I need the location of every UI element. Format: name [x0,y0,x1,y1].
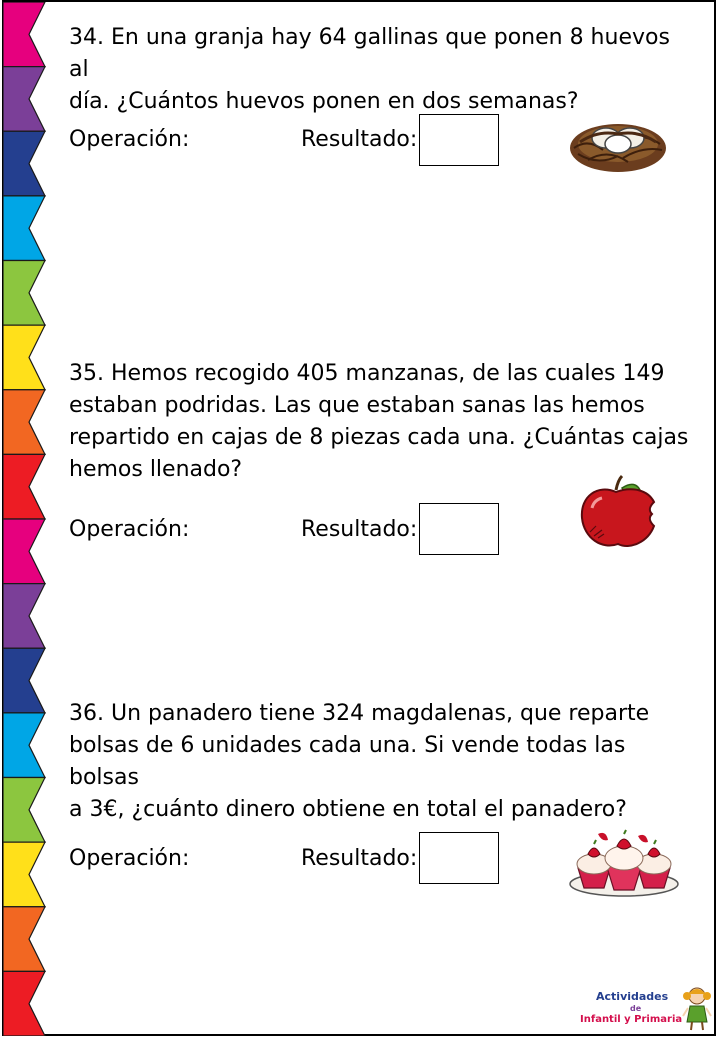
question-line: 34. En una granja hay 64 gallinas que ponen 8 huevos al [69,25,670,82]
ribbon-segment [3,519,45,584]
ribbon-segment [3,261,45,326]
ribbon-segment [3,390,45,455]
question-line: 35. Hemos recogido 405 manzanas, de las cuales 149 [69,361,665,386]
result-answer-box[interactable] [419,832,499,884]
problem-35-question [69,358,689,486]
logo-text-actividades: Actividades [596,990,669,1003]
ribbon-segment [3,131,45,196]
ribbon-segment [3,778,45,843]
operation-label: Operación: [69,846,190,871]
logo-text-de: de [630,1004,642,1013]
problem-35 [69,358,689,486]
bitten-apple-icon [576,474,666,556]
color-ribbon [3,2,49,1036]
ribbon-segment [3,971,45,1036]
problem-36-question [69,698,689,826]
ribbon-segment [3,713,45,778]
result-label: Resultado: [301,517,418,542]
ribbon-segment [3,584,45,649]
ribbon-graphic [3,2,49,1036]
ribbon-segment [3,196,45,261]
question-line: bolsas de 6 unidades cada una. Si vende todas las bolsas [69,733,626,790]
site-logo [578,986,712,1032]
problem-34-question [69,22,689,118]
ribbon-segment [3,2,45,67]
ribbon-segment [3,907,45,972]
question-line: repartido en cajas de 8 piezas cada una. ¿Cuántas cajas [69,425,689,450]
question-line: día. ¿Cuántos huevos ponen en dos semanas? [69,89,579,114]
problem-36 [69,698,689,826]
egg-nest-icon [568,108,668,182]
result-label: Resultado: [301,846,418,871]
question-line: a 3€, ¿cuánto dinero obtiene en total el panadero? [69,797,627,822]
problem-34 [69,22,689,118]
operation-label: Operación: [69,517,190,542]
girl-mascot-icon [682,986,712,1036]
result-label: Resultado: [301,127,418,152]
ribbon-segment [3,842,45,907]
ribbon-segment [3,454,45,519]
ribbon-segment [3,67,45,132]
question-line: estaban podridas. Las que estaban sanas las hemos [69,393,645,418]
question-line: hemos llenado? [69,457,243,482]
logo-text-infantil-primaria: Infantil y Primaria [580,1014,683,1025]
result-answer-box[interactable] [419,503,499,555]
result-answer-box[interactable] [419,114,499,166]
ribbon-segment [3,648,45,713]
question-line: 36. Un panadero tiene 324 magdalenas, que reparte [69,701,650,726]
cupcakes-icon [568,828,680,902]
ribbon-segment [3,325,45,390]
operation-label: Operación: [69,127,190,152]
